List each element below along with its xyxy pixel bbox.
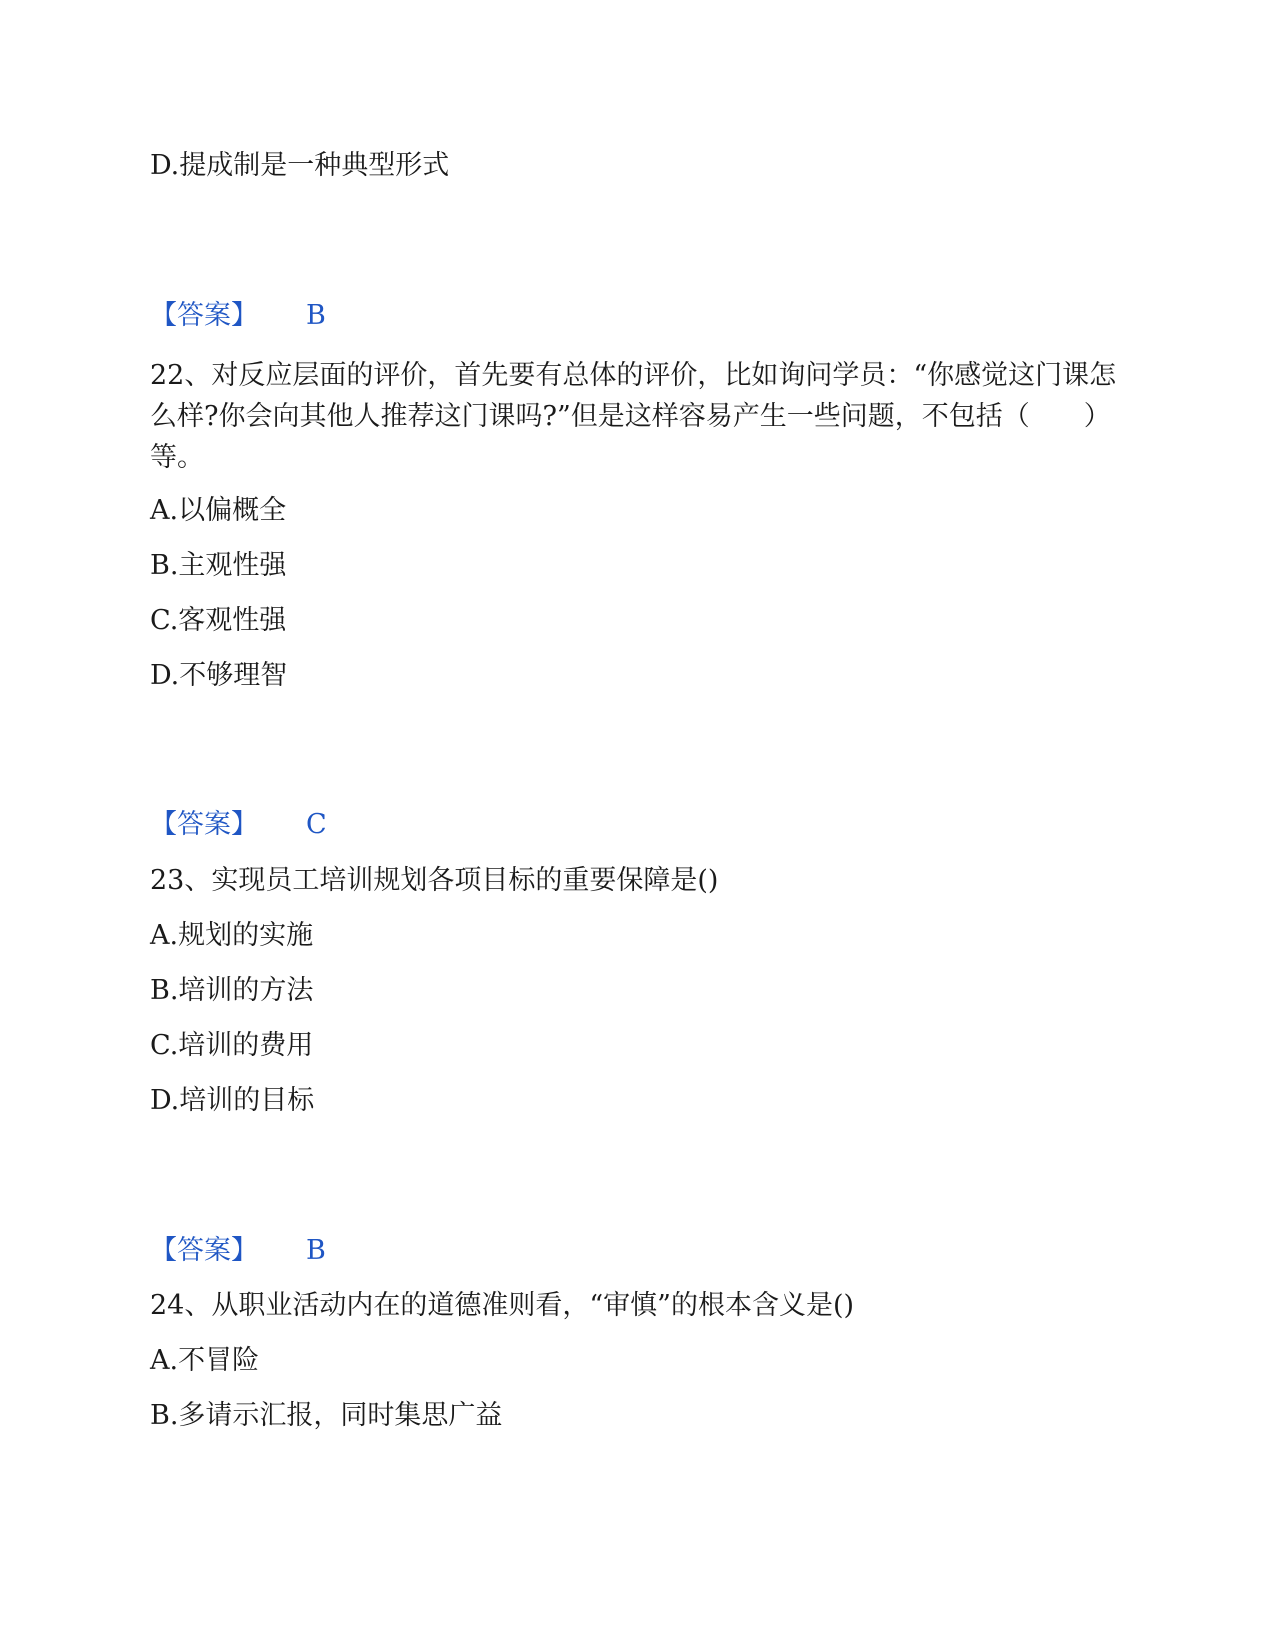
q23-option-b: B.培训的方法	[150, 975, 314, 1006]
q23-option-c: C.培训的费用	[150, 1030, 314, 1061]
answer-label: 【答案】	[150, 300, 258, 331]
q23-stem: 23、实现员工培训规划各项目标的重要保障是()	[150, 865, 719, 896]
q24-stem: 24、从职业活动内在的道德准则看，“审慎”的根本含义是()	[150, 1290, 855, 1321]
q24-option-a: A.不冒险	[150, 1345, 260, 1376]
answer-value: B	[306, 1235, 326, 1266]
q23-option-d: D.培训的目标	[150, 1085, 315, 1116]
q22-option-c: C.客观性强	[150, 605, 287, 636]
q23-answer	[150, 1231, 326, 1271]
q24-option-b: B.多请示汇报，同时集思广益	[150, 1400, 503, 1431]
q22-option-d: D.不够理智	[150, 660, 288, 691]
q23-option-a: A.规划的实施	[150, 920, 314, 951]
answer-label: 【答案】	[150, 1235, 258, 1266]
q22-option-a: A.以偏概全	[150, 495, 287, 526]
q22-stem: 22、对反应层面的评价，首先要有总体的评价，比如询问学员：“你感觉这门课怎么样?你会向其他人推荐这门课吗?”但是这样容易产生一些问题，不包括（ ）等。	[150, 360, 1117, 473]
q22-option-b: B.主观性强	[150, 550, 287, 581]
q21-option-d: D.提成制是一种典型形式	[150, 150, 450, 181]
q21-answer	[150, 296, 326, 336]
answer-label: 【答案】	[150, 809, 258, 840]
q22-answer	[150, 805, 327, 845]
answer-value: B	[306, 300, 326, 331]
answer-value: C	[306, 809, 327, 840]
